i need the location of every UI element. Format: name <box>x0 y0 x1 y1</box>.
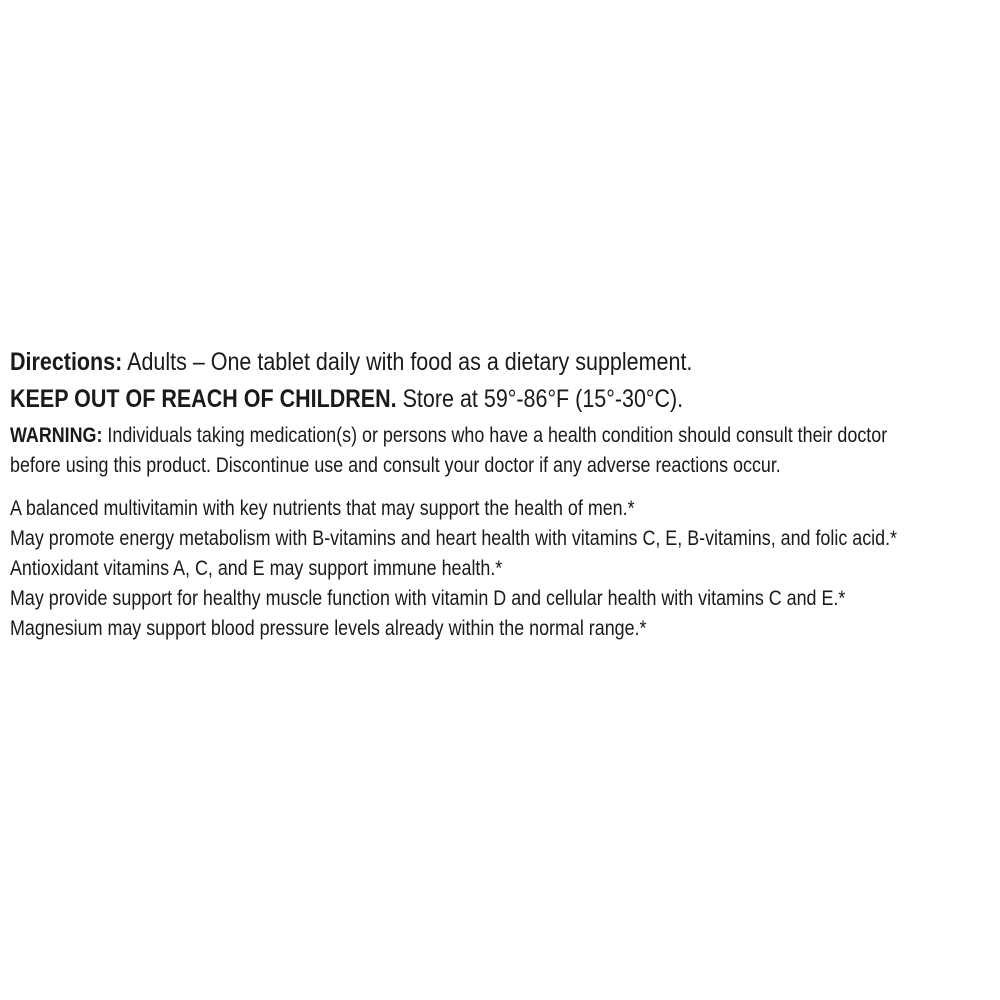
warning-line-2 <box>10 451 848 481</box>
warning-text-1: Individuals taking medication(s) or persons who have a health condition should consult their doctor <box>102 424 888 447</box>
keep-out-line <box>10 381 856 417</box>
warning-text-2: before using this product. Discontinue use and consult your doctor if any adverse reactions occur. <box>10 454 781 477</box>
directions-text: Adults – One tablet daily with food as a dietary supplement. <box>122 348 693 376</box>
claim-line: May promote energy metabolism with B-vitamins and heart health with vitamins C, E, B-vitamins, and folic acid.* <box>10 527 898 550</box>
warning-label: WARNING: <box>10 424 103 447</box>
claim-line: Magnesium may support blood pressure levels already within the normal range.* <box>10 617 647 640</box>
claims-list <box>10 494 994 644</box>
keep-out-label: KEEP OUT OF REACH OF CHILDREN. <box>10 385 397 413</box>
directions-label: Directions: <box>10 348 123 376</box>
supplement-label-text <box>10 344 994 644</box>
warning-line-1 <box>10 421 888 451</box>
directions-line <box>10 344 856 380</box>
claim-line: Antioxidant vitamins A, C, and E may support immune health.* <box>10 557 503 580</box>
storage-text: Store at 59°-86°F (15°-30°C). <box>396 385 684 413</box>
claim-line: A balanced multivitamin with key nutrients that may support the health of men.* <box>10 497 635 520</box>
claim-line: May provide support for healthy muscle function with vitamin D and cellular health with vitamins C and E.* <box>10 587 846 610</box>
